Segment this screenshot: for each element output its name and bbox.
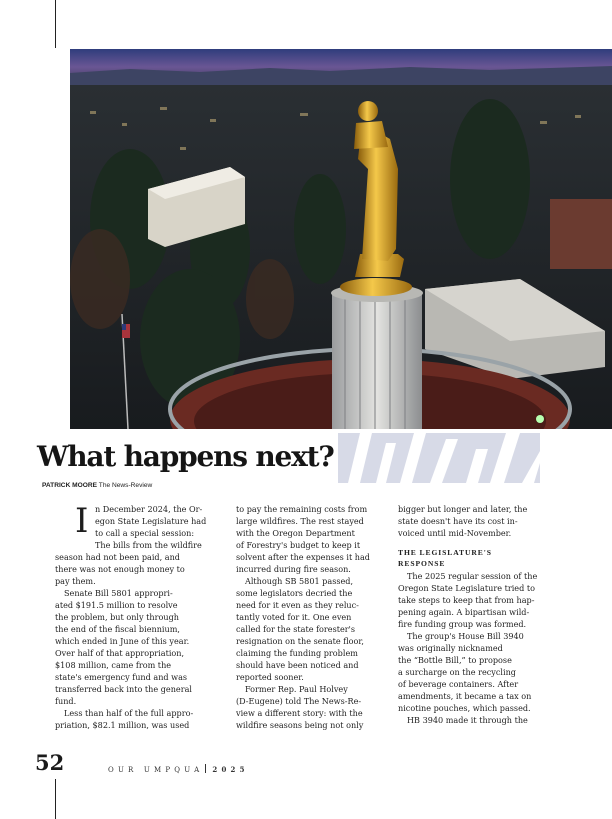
- text-line: wildfire seasons being not only: [236, 720, 364, 730]
- subhead-line: THE LEGISLATURE'S: [398, 548, 492, 557]
- text-line: fire funding group was formed.: [398, 619, 527, 629]
- text-line: the “Bottle Bill,” to propose: [398, 655, 512, 665]
- publication-year: 2025: [212, 765, 249, 774]
- text-line: the problem, but only through: [55, 612, 179, 622]
- text-line: n December 2024, the Or-: [95, 504, 203, 514]
- text-line: should have been noticed and: [236, 660, 359, 670]
- folio: [108, 764, 249, 774]
- text-line: was originally nicknamed: [398, 643, 503, 653]
- text-line: Over half of that appropriation,: [55, 648, 185, 658]
- text-line: need for it even as they reluc-: [236, 600, 359, 610]
- text-line: incurred during fire season.: [236, 564, 351, 574]
- text-line: ated $191.5 million to resolve: [55, 600, 178, 610]
- text-line: resignation on the senate floor,: [236, 636, 364, 646]
- text-line: claiming the funding problem: [236, 648, 358, 658]
- text-line: (D-Eugene) told The News-Re-: [236, 696, 362, 706]
- text-line: state's emergency fund and was: [55, 672, 188, 682]
- text-line: Senate Bill 5801 appropri-: [64, 588, 173, 598]
- text-line: of Forestry's budget to keep it: [236, 540, 361, 550]
- text-line: egon State Legislature had: [95, 516, 207, 526]
- byline: [42, 482, 152, 489]
- text-line: priation, $82.1 million, was used: [55, 720, 190, 730]
- capitol-aerial-illustration: [70, 49, 612, 429]
- text-line: nicotine pouches, which passed.: [398, 703, 531, 713]
- page-number: 52: [35, 750, 65, 775]
- text-line: some legislators decried the: [236, 588, 353, 598]
- text-line: pening again. A bipartisan wild-: [398, 607, 530, 617]
- gutter-rule-top: [55, 0, 56, 48]
- text-line: fund.: [55, 696, 77, 706]
- text-line: called for the state forester's: [236, 624, 356, 634]
- text-line: to call a special session:: [95, 528, 195, 538]
- text-line: amendments, it became a tax on: [398, 691, 532, 701]
- article-headline: What happens next?: [37, 440, 334, 473]
- text-line: reported sooner.: [236, 672, 304, 682]
- text-line: Less than half of the full appro-: [64, 708, 194, 718]
- subhead-line: RESPONSE: [398, 559, 446, 568]
- text-line: $108 million, came from the: [55, 660, 172, 670]
- text-line: solvent after the expenses it had: [236, 552, 370, 562]
- text-line: large wildfires. The rest stayed: [236, 516, 364, 526]
- text-line: take steps to keep that from hap-: [398, 595, 535, 605]
- decorative-letters-graphic: [338, 433, 540, 483]
- text-line: there was not enough money to: [55, 564, 185, 574]
- byline-outlet: The News-Review: [98, 482, 153, 489]
- text-line: Oregon State Legislature tried to: [398, 583, 535, 593]
- text-line: Although SB 5801 passed,: [245, 576, 354, 586]
- text-line: view a different story: with the: [236, 708, 363, 718]
- text-line: The 2025 regular session of the: [407, 571, 538, 581]
- text-line: the end of the fiscal biennium,: [55, 624, 180, 634]
- article-column-2: [236, 503, 374, 731]
- text-line: transferred back into the general: [55, 684, 192, 694]
- gutter-rule-bottom: [55, 779, 56, 819]
- text-line: to pay the remaining costs from: [236, 504, 368, 514]
- text-line: season had not been paid, and: [55, 552, 180, 562]
- text-line: Former Rep. Paul Holvey: [245, 684, 348, 694]
- text-line: pay them.: [55, 576, 96, 586]
- text-line: bigger but longer and later, the: [398, 504, 528, 514]
- text-line: state doesn't have its cost in-: [398, 516, 518, 526]
- byline-author: PATRICK MOORE: [42, 482, 98, 489]
- text-line: of beverage containers. After: [398, 679, 519, 689]
- text-line: with the Oregon Department: [236, 528, 355, 538]
- text-line: The group's House Bill 3940: [407, 631, 524, 641]
- text-line: which ended in June of this year.: [55, 636, 190, 646]
- text-line: HB 3940 made it through the: [407, 715, 528, 725]
- section-subhead: [398, 547, 536, 569]
- article-column-1: [55, 501, 213, 731]
- publication-name: OUR UMPQUA: [108, 766, 204, 774]
- drop-cap: I: [75, 501, 89, 541]
- hero-photo: [70, 49, 612, 429]
- article-column-3: [398, 503, 536, 726]
- text-line: a surcharge on the recycling: [398, 667, 516, 677]
- folio-divider: [205, 764, 206, 773]
- text-line: The bills from the wildfire: [95, 540, 202, 550]
- text-line: voiced until mid-November.: [398, 528, 512, 538]
- text-line: tantly voted for it. One even: [236, 612, 352, 622]
